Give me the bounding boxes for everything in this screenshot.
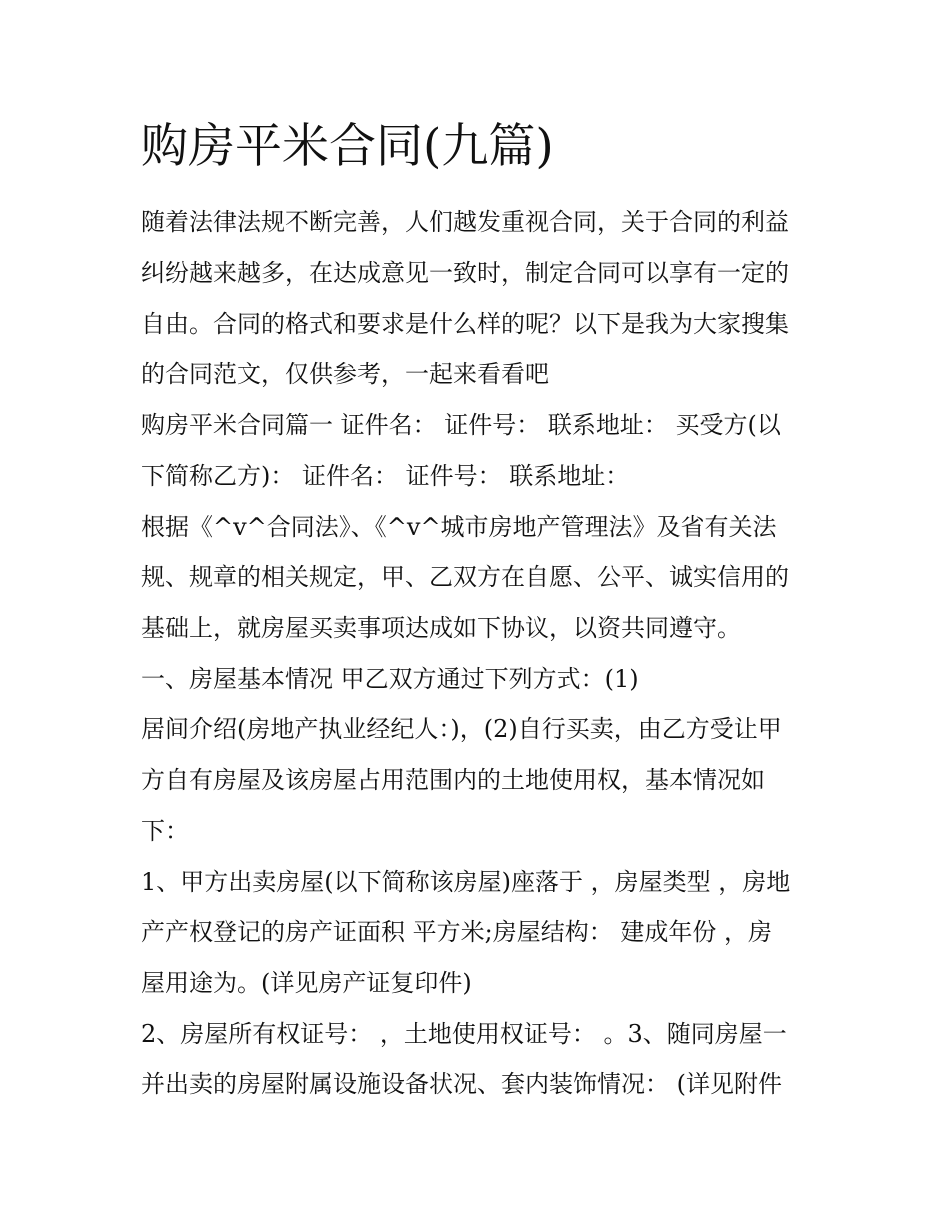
body-line-13: 下： [141, 817, 189, 845]
body-line-7: 根据《^v^合同法》、《^v^城市房地产管理法》及省有关法 [141, 513, 777, 541]
body-line-10: 一、房屋基本情况 甲乙双方通过下列方式：(1) [141, 665, 639, 693]
body-line-5: 购房平米合同篇一 证件名： 证件号： 联系地址： 买受方(以 [141, 411, 781, 439]
body-line-4: 的合同范文，仅供参考，一起来看看吧 [141, 360, 549, 388]
body-line-14: 1、甲方出卖房屋(以下简称该房屋)座落于 ，房屋类型 ，房地 [141, 868, 791, 896]
body-line-16: 屋用途为。(详见房产证复印件) [141, 969, 472, 997]
body-line-3: 自由。合同的格式和要求是什么样的呢？以下是我为大家搜集 [141, 310, 789, 338]
body-line-1: 随着法律法规不断完善，人们越发重视合同，关于合同的利益 [141, 208, 789, 236]
body-line-15: 产产权登记的房产证面积 平方米;房屋结构： 建成年份 ，房 [141, 918, 772, 946]
body-line-6: 下简称乙方)： 证件名： 证件号： 联系地址： [141, 462, 630, 490]
body-line-17: 2、房屋所有权证号： ，土地使用权证号： 。3、随同房屋一 [141, 1020, 787, 1048]
body-line-11: 居间介绍(房地产执业经纪人：)，(2)自行买卖，由乙方受让甲 [141, 715, 782, 743]
body-line-18: 并出卖的房屋附属设施设备状况、套内装饰情况： (详见附件 [141, 1070, 782, 1098]
document-title: 购房平米合同(九篇) [141, 119, 554, 174]
body-line-9: 基础上，就房屋买卖事项达成如下协议，以资共同遵守。 [141, 614, 741, 642]
body-line-12: 方自有房屋及该房屋占用范围内的土地使用权，基本情况如 [141, 766, 765, 794]
body-line-2: 纠纷越来越多，在达成意见一致时，制定合同可以享有一定的 [141, 259, 789, 287]
body-line-8: 规、规章的相关规定，甲、乙双方在自愿、公平、诚实信用的 [141, 563, 789, 591]
